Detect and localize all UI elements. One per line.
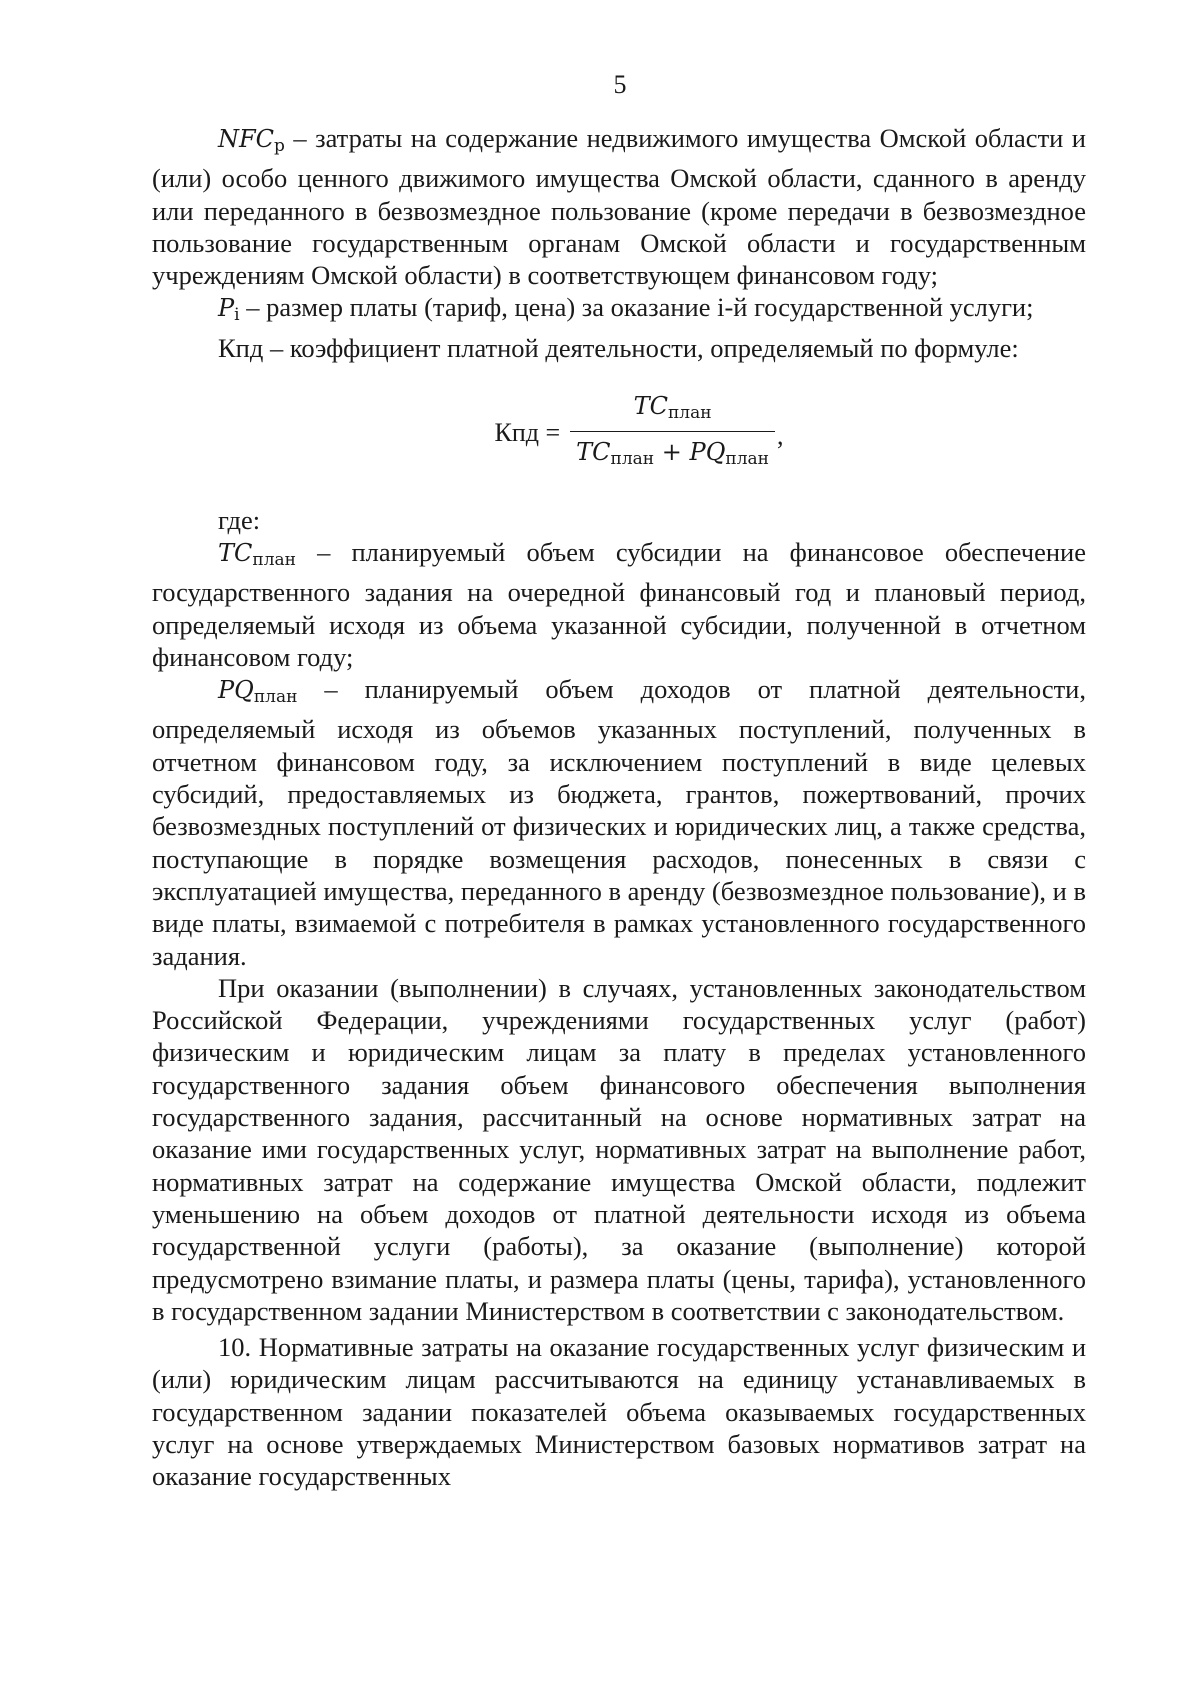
where-label: где: bbox=[218, 504, 261, 535]
formula-fraction bbox=[570, 390, 775, 476]
nfc-symbol: $NFC_p$ bbox=[218, 125, 285, 156]
formula-lhs: Кпд = bbox=[494, 417, 561, 447]
kpd-formula bbox=[152, 390, 1086, 476]
tc-definition bbox=[152, 536, 1086, 673]
tc-definition-text: – планируемый объем субсидии на финансовое обеспечение государственного задания на очередной финансовый год и плановый период, определяемый исходя из объема указанной субсидии, полученной в отчетном финансовом году; bbox=[152, 536, 1086, 672]
pq-definition bbox=[152, 673, 1086, 972]
nfc-definition bbox=[152, 122, 1086, 291]
formula-numerator: $TC_{план}$ bbox=[633, 392, 712, 424]
pi-definition-text: – размер платы (тариф, цена) за оказание i-й государственной услуги; bbox=[246, 292, 1034, 323]
paid-services-paragraph: При оказании (выполнении) в случаях, установленных законодательством Российской Федерации, учреждениями государственных услуг (работ) физическим и юридическим лицам за плату в пределах установленного государственного задания объем финансового обеспечения выполнения государственного задания, рассчитанный на основе нормативных затрат на оказание ими государственных услуг, нормативных затрат на выполнение работ, нормативных затрат на содержание имущества Омской области, подлежит уменьшению на объем доходов от платной деятельности исходя из объема государственной услуги (работы), за оказание (выполнение) которой предусмотрено взимание платы, и размера платы (цены, тарифа), установленного в государственном задании Министерством в соответствии с законодательством. bbox=[152, 972, 1086, 1326]
pq-symbol: $PQ_{план}$ bbox=[218, 676, 298, 708]
pq-definition-text: – планируемый объем доходов от платной деятельности, определяемый исходя из объемов указанных поступлений, полученных в отчетном финансовом году, за исключением поступлений в виде целевых субсидий, предоставляемых из бюджета, грантов, пожертвований, прочих безвозмездных поступлений от физических и юридических лиц, а также средства, поступающие в порядке возмещения расходов, понесенных в связи с эксплуатацией имущества, переданного в аренду (безвозмездное пользование), и в виде платы, взимаемой с потребителя в рамках установленного государственного задания. bbox=[152, 674, 1086, 971]
formula-denominator: $TC_{план} + PQ_{план}$ bbox=[570, 431, 775, 475]
paragraph-10: 10. Нормативные затраты на оказание государственных услуг физическим и (или) юридическим лицам рассчитываются на единицу устанавливаемых в государственном задании показателей объема оказываемых государственных услуг на основе утверждаемых Министерством базовых нормативов затрат на оказание государственных bbox=[152, 1332, 1086, 1492]
kpd-intro: Кпд – коэффициент платной деятельности, определяемый по формуле: bbox=[218, 332, 1019, 363]
pi-definition bbox=[152, 291, 1086, 331]
nfc-definition-text: – затраты на содержание недвижимого имущества Омской области и (или) особо ценного движимого имущества Омской области, сданного в аренду или переданного в безвозмездное пользование (кроме передачи в безвозмездное пользование государственным органам Омской области и государственным учреждениям Омской области) в соответствующем финансовом году; bbox=[152, 123, 1086, 291]
formula-comma: , bbox=[776, 420, 784, 450]
tc-symbol: $TC_{план}$ bbox=[218, 538, 296, 570]
pi-symbol: $P_i$ bbox=[218, 294, 240, 326]
document-body bbox=[152, 122, 1086, 1493]
page-number: 5 bbox=[613, 70, 627, 99]
